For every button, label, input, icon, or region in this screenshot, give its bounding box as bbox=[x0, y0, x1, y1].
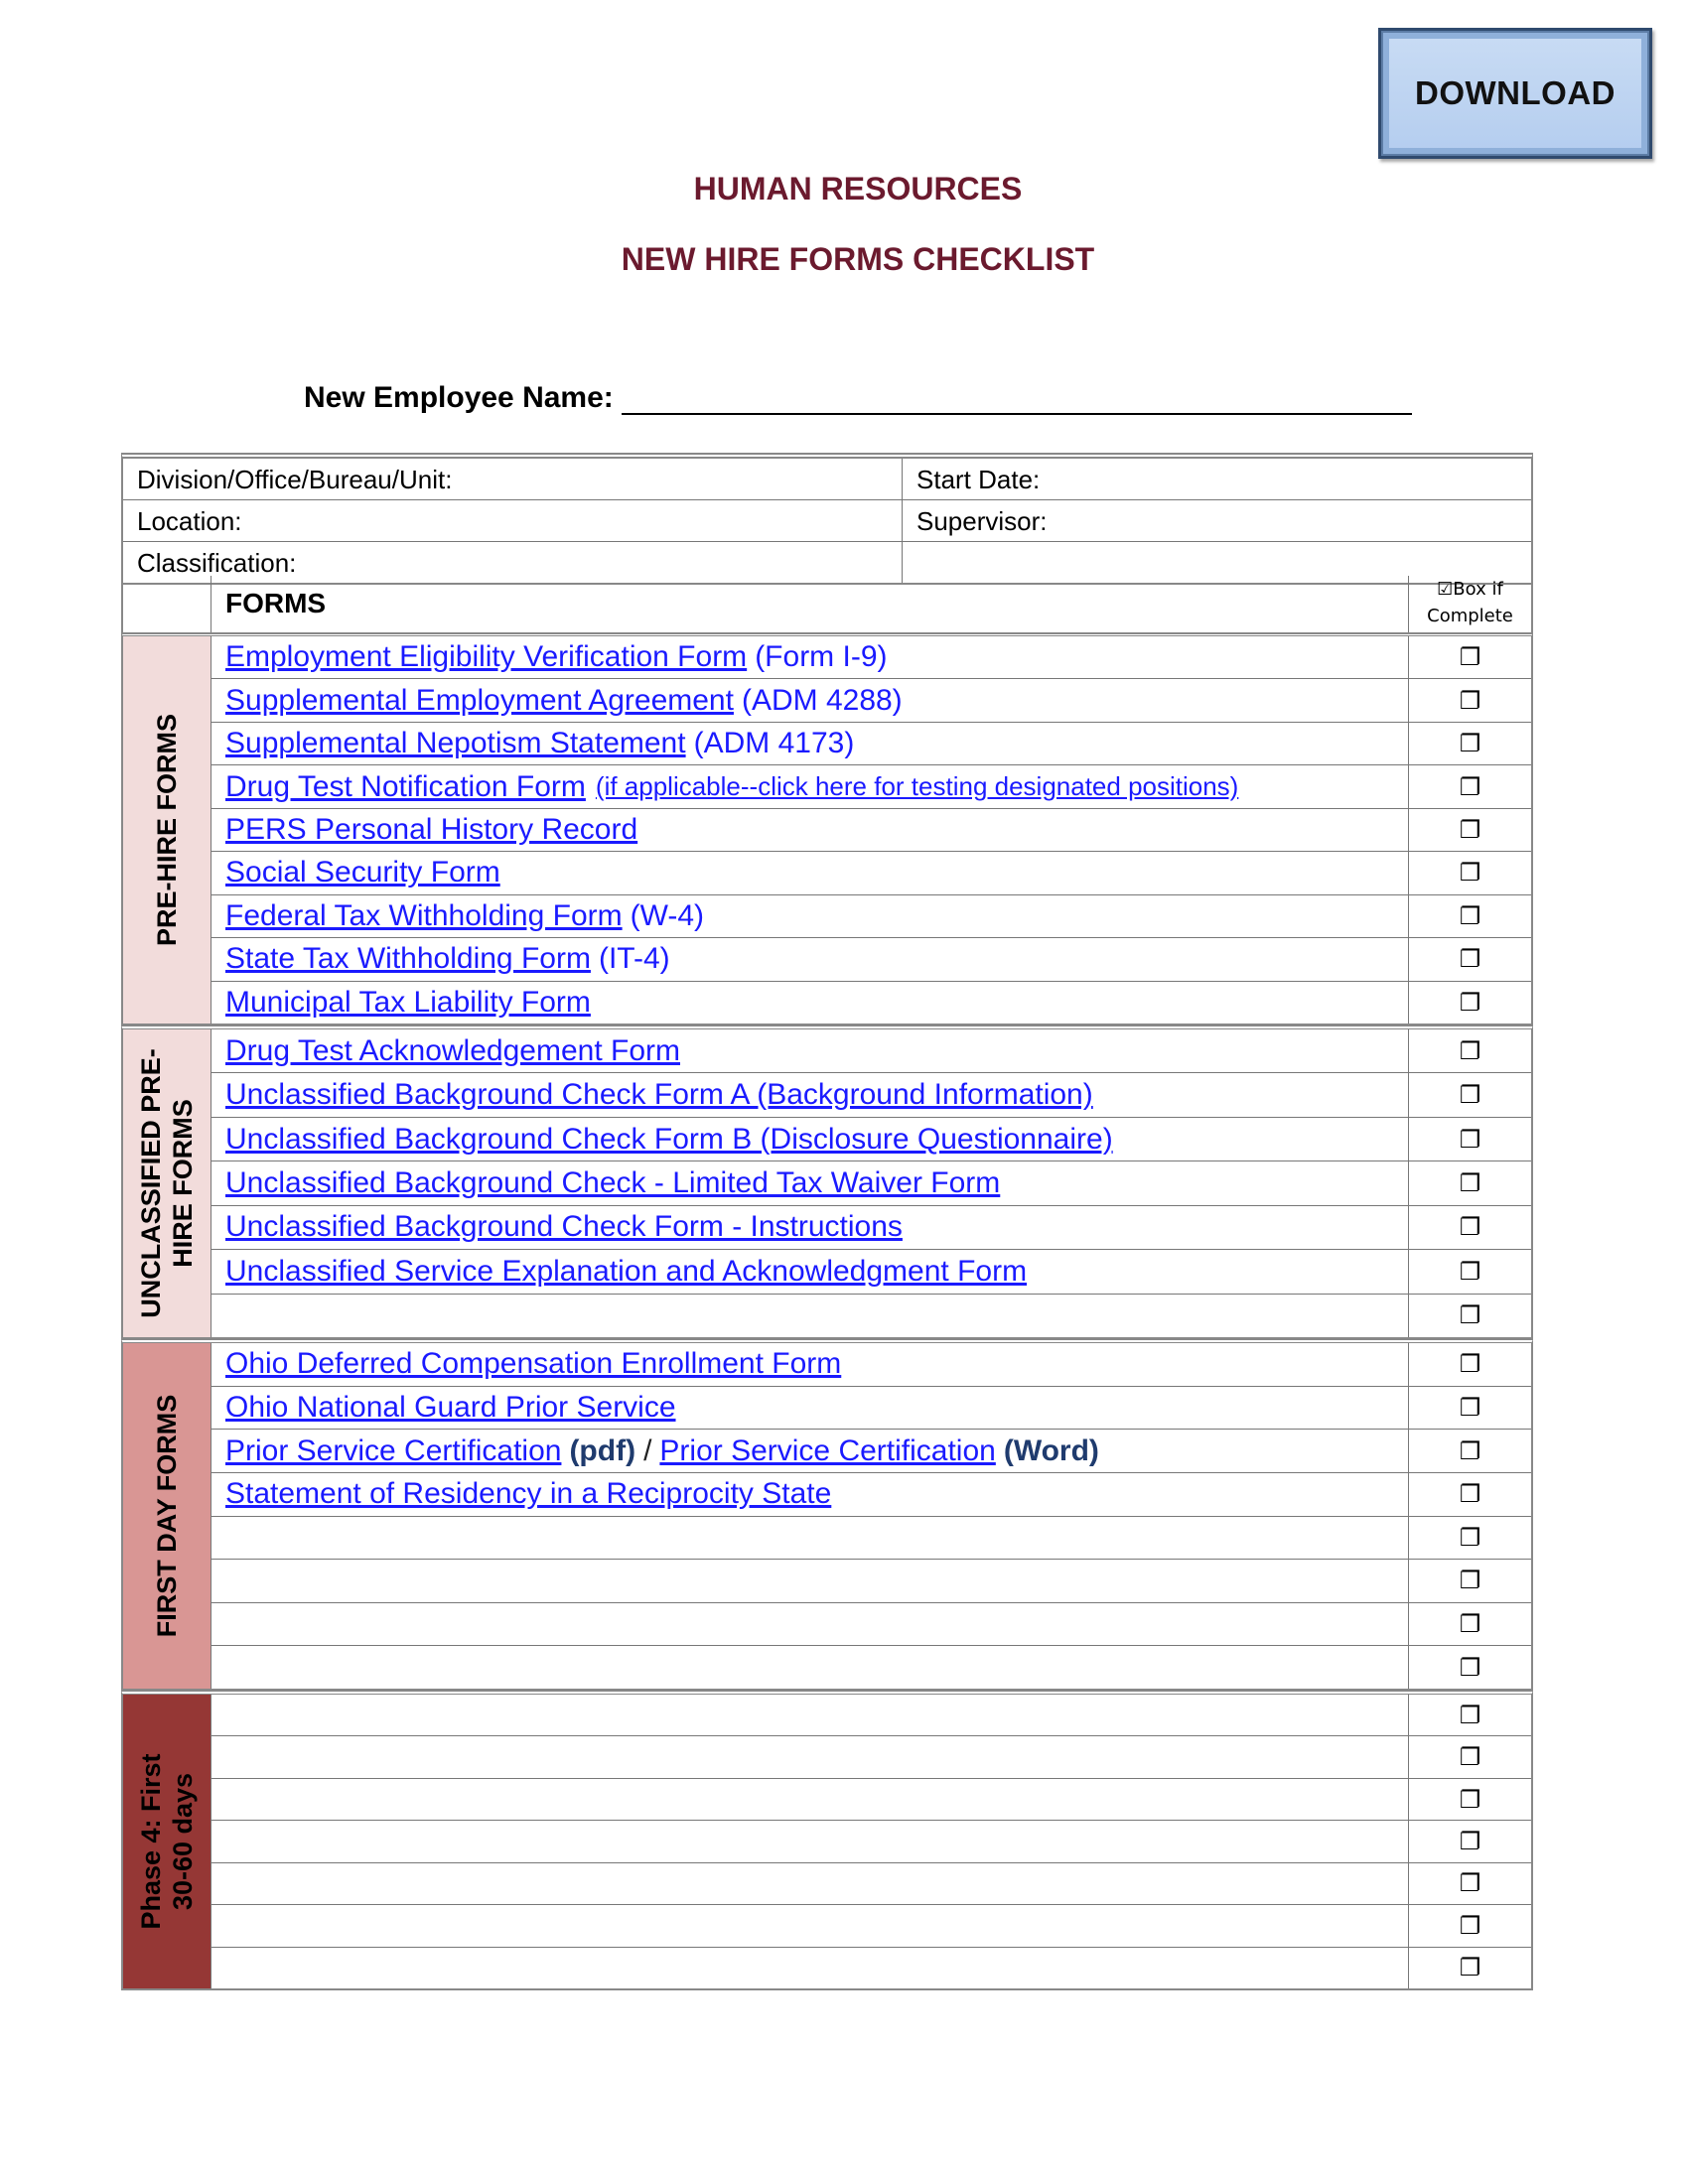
complete-checkbox[interactable]: ❐ bbox=[1459, 772, 1481, 801]
form-row bbox=[211, 1430, 1531, 1473]
link-deferred-compensation[interactable]: Ohio Deferred Compensation Enrollment Form bbox=[225, 1347, 842, 1381]
complete-checkbox[interactable]: ❐ bbox=[1459, 1911, 1481, 1940]
section-phase4-label bbox=[135, 1753, 199, 1929]
link-unclassified-service[interactable]: Unclassified Service Explanation and Acknowledgment Form bbox=[225, 1254, 1028, 1288]
complete-checkbox[interactable]: ❐ bbox=[1459, 1567, 1481, 1595]
link-residency-statement[interactable]: Statement of Residency in a Reciprocity State bbox=[225, 1477, 832, 1511]
form-row bbox=[211, 636, 1531, 679]
section-unclassified bbox=[121, 1025, 1533, 1339]
separator: / bbox=[643, 1433, 652, 1467]
section-unclassified-label bbox=[135, 1048, 199, 1318]
form-row-empty bbox=[211, 1295, 1531, 1337]
supervisor-field[interactable]: Supervisor: bbox=[916, 506, 1048, 536]
link-supplemental-employment-agreement[interactable]: Supplemental Employment Agreement bbox=[225, 683, 734, 717]
form-row-empty bbox=[211, 1603, 1531, 1647]
form-row-empty bbox=[211, 1948, 1531, 1988]
form-code: (ADM 4288) bbox=[741, 683, 903, 717]
complete-checkbox[interactable]: ❐ bbox=[1459, 730, 1481, 758]
link-background-check-b[interactable]: Unclassified Background Check Form B (Disclosure Questionnaire) bbox=[225, 1122, 1113, 1156]
form-row bbox=[211, 852, 1531, 894]
section-phase4-rows bbox=[211, 1695, 1531, 1988]
empty-form-cell[interactable] bbox=[211, 1905, 1409, 1946]
section-unclassified-label-line2: HIRE FORMS bbox=[168, 1099, 198, 1268]
form-row-empty bbox=[211, 1695, 1531, 1736]
info-row bbox=[123, 459, 1531, 500]
complete-checkbox[interactable]: ❐ bbox=[1459, 1125, 1481, 1154]
page-subtitle: NEW HIRE FORMS CHECKLIST bbox=[621, 241, 1095, 277]
form-code: (ADM 4173) bbox=[693, 727, 855, 760]
form-row bbox=[211, 1161, 1531, 1205]
complete-checkbox[interactable]: ❐ bbox=[1459, 1827, 1481, 1855]
link-state-tax[interactable]: State Tax Withholding Form bbox=[225, 942, 591, 976]
info-row bbox=[123, 500, 1531, 542]
complete-checkbox[interactable]: ❐ bbox=[1459, 815, 1481, 844]
section-prehire-rows bbox=[211, 636, 1531, 1024]
complete-checkbox[interactable]: ❐ bbox=[1459, 1350, 1481, 1379]
section-firstday bbox=[121, 1339, 1533, 1691]
form-row bbox=[211, 1473, 1531, 1517]
employee-name-blank[interactable] bbox=[622, 383, 1412, 415]
form-row bbox=[211, 895, 1531, 938]
complete-checkbox[interactable]: ❐ bbox=[1459, 859, 1481, 887]
form-row-empty bbox=[211, 1736, 1531, 1778]
form-row bbox=[211, 982, 1531, 1024]
checkbox-header-line2: Complete bbox=[1427, 606, 1513, 626]
empty-form-cell[interactable] bbox=[211, 1863, 1409, 1904]
complete-checkbox[interactable]: ❐ bbox=[1459, 1081, 1481, 1110]
division-field[interactable]: Division/Office/Bureau/Unit: bbox=[123, 459, 903, 499]
classification-field[interactable]: Classification: bbox=[123, 542, 903, 583]
link-tax-waiver[interactable]: Unclassified Background Check - Limited Tax Waiver Form bbox=[225, 1165, 1001, 1199]
form-row-empty bbox=[211, 1821, 1531, 1862]
complete-checkbox[interactable]: ❐ bbox=[1459, 1869, 1481, 1898]
empty-form-cell[interactable] bbox=[211, 1736, 1409, 1777]
complete-checkbox[interactable]: ❐ bbox=[1459, 988, 1481, 1017]
format-pdf-label: (pdf) bbox=[569, 1433, 636, 1467]
link-background-instructions[interactable]: Unclassified Background Check Form - Instructions bbox=[225, 1210, 903, 1244]
section-unclassified-label-cell bbox=[123, 1029, 211, 1337]
complete-checkbox[interactable]: ❐ bbox=[1459, 1523, 1481, 1552]
form-row-empty bbox=[211, 1863, 1531, 1905]
section-firstday-rows bbox=[211, 1343, 1531, 1689]
section-firstday-label: FIRST DAY FORMS bbox=[152, 1394, 182, 1638]
complete-checkbox[interactable]: ❐ bbox=[1459, 1036, 1481, 1065]
link-national-guard[interactable]: Ohio National Guard Prior Service bbox=[225, 1390, 676, 1424]
empty-form-cell[interactable] bbox=[211, 1695, 1409, 1735]
section-prehire-label: PRE-HIRE FORMS bbox=[152, 713, 182, 947]
checkbox-header-line1: ☑Box if bbox=[1437, 579, 1503, 600]
complete-checkbox[interactable]: ❐ bbox=[1459, 901, 1481, 930]
complete-checkbox[interactable]: ❐ bbox=[1459, 1168, 1481, 1197]
section-phase4-label-line1: Phase 4: First bbox=[136, 1753, 166, 1930]
complete-checkbox[interactable]: ❐ bbox=[1459, 1393, 1481, 1422]
form-row bbox=[211, 1029, 1531, 1073]
form-row-empty bbox=[211, 1779, 1531, 1821]
location-field[interactable]: Location: bbox=[123, 500, 903, 541]
form-row bbox=[211, 1250, 1531, 1294]
complete-checkbox[interactable]: ❐ bbox=[1459, 1610, 1481, 1639]
section-prehire-label-cell bbox=[123, 636, 211, 1024]
empty-form-cell[interactable] bbox=[211, 1295, 1409, 1337]
complete-checkbox[interactable]: ❐ bbox=[1459, 1436, 1481, 1465]
start-date-field[interactable]: Start Date: bbox=[916, 465, 1041, 494]
form-row bbox=[211, 723, 1531, 765]
link-testing-designated-positions[interactable]: (if applicable--click here for testing designated positions) bbox=[595, 771, 1239, 802]
page-title: HUMAN RESOURCES bbox=[693, 171, 1023, 206]
link-prior-service-word[interactable]: Prior Service Certification bbox=[659, 1433, 996, 1467]
link-drug-test-notification[interactable]: Drug Test Notification Form bbox=[225, 769, 586, 803]
empty-form-cell[interactable] bbox=[211, 1603, 1409, 1646]
complete-checkbox[interactable]: ❐ bbox=[1459, 1257, 1481, 1286]
checkbox-column-header bbox=[1409, 576, 1531, 632]
complete-checkbox[interactable]: ❐ bbox=[1459, 945, 1481, 974]
link-municipal-tax[interactable]: Municipal Tax Liability Form bbox=[225, 985, 591, 1019]
forms-header-blank bbox=[123, 576, 211, 632]
link-nepotism-statement[interactable]: Supplemental Nepotism Statement bbox=[225, 727, 686, 760]
link-prior-service-pdf[interactable]: Prior Service Certification bbox=[225, 1433, 562, 1467]
form-row bbox=[211, 765, 1531, 808]
download-button[interactable]: DOWNLOAD bbox=[1378, 28, 1652, 159]
empty-form-cell[interactable] bbox=[211, 1646, 1409, 1689]
form-row-empty bbox=[211, 1905, 1531, 1947]
form-code: (Form I-9) bbox=[755, 640, 888, 674]
forms-header bbox=[121, 576, 1533, 634]
employee-info-table bbox=[121, 453, 1533, 585]
complete-checkbox[interactable]: ❐ bbox=[1459, 1785, 1481, 1814]
section-phase4-label-line2: 30-60 days bbox=[168, 1772, 198, 1911]
form-row bbox=[211, 1118, 1531, 1161]
complete-checkbox[interactable]: ❐ bbox=[1459, 1480, 1481, 1509]
link-pers-history[interactable]: PERS Personal History Record bbox=[225, 812, 638, 846]
complete-checkbox[interactable]: ❐ bbox=[1459, 1743, 1481, 1772]
link-background-check-a[interactable]: Unclassified Background Check Form A (Background Information) bbox=[225, 1078, 1093, 1112]
form-row bbox=[211, 938, 1531, 981]
complete-checkbox[interactable]: ❐ bbox=[1459, 1653, 1481, 1682]
complete-checkbox[interactable]: ❐ bbox=[1459, 1701, 1481, 1729]
form-row bbox=[211, 809, 1531, 852]
complete-checkbox[interactable]: ❐ bbox=[1459, 686, 1481, 715]
form-row bbox=[211, 1206, 1531, 1250]
section-phase4 bbox=[121, 1691, 1533, 1990]
form-row bbox=[211, 1343, 1531, 1387]
form-row-empty bbox=[211, 1517, 1531, 1561]
section-firstday-label-cell bbox=[123, 1343, 211, 1689]
link-federal-tax[interactable]: Federal Tax Withholding Form bbox=[225, 898, 623, 932]
section-unclassified-label-line1: UNCLASSIFIED PRE- bbox=[136, 1048, 166, 1318]
empty-form-cell[interactable] bbox=[211, 1779, 1409, 1820]
form-code: (W-4) bbox=[630, 898, 705, 932]
format-word-label: (Word) bbox=[1003, 1433, 1099, 1467]
form-row bbox=[211, 679, 1531, 722]
form-row-empty bbox=[211, 1646, 1531, 1689]
empty-form-cell[interactable] bbox=[211, 1948, 1409, 1988]
section-phase4-label-cell bbox=[123, 1695, 211, 1988]
complete-checkbox[interactable]: ❐ bbox=[1459, 1301, 1481, 1330]
link-social-security[interactable]: Social Security Form bbox=[225, 856, 500, 889]
link-drug-test-acknowledgement[interactable]: Drug Test Acknowledgement Form bbox=[225, 1033, 680, 1067]
complete-checkbox[interactable]: ❐ bbox=[1459, 1954, 1481, 1982]
empty-form-cell[interactable] bbox=[211, 1821, 1409, 1861]
empty-form-cell[interactable] bbox=[211, 1517, 1409, 1560]
form-code: (IT-4) bbox=[598, 942, 670, 976]
employee-name-label: New Employee Name: bbox=[304, 381, 614, 414]
section-prehire bbox=[121, 632, 1533, 1025]
form-row bbox=[211, 1073, 1531, 1117]
employee-name-field[interactable] bbox=[304, 381, 1412, 415]
form-row-empty bbox=[211, 1560, 1531, 1603]
empty-form-cell[interactable] bbox=[211, 1560, 1409, 1602]
complete-checkbox[interactable]: ❐ bbox=[1459, 643, 1481, 672]
form-row bbox=[211, 1387, 1531, 1431]
forms-header-label: FORMS bbox=[211, 576, 1409, 632]
link-i9-form[interactable]: Employment Eligibility Verification Form bbox=[225, 640, 748, 674]
section-unclassified-rows bbox=[211, 1029, 1531, 1337]
complete-checkbox[interactable]: ❐ bbox=[1459, 1213, 1481, 1242]
